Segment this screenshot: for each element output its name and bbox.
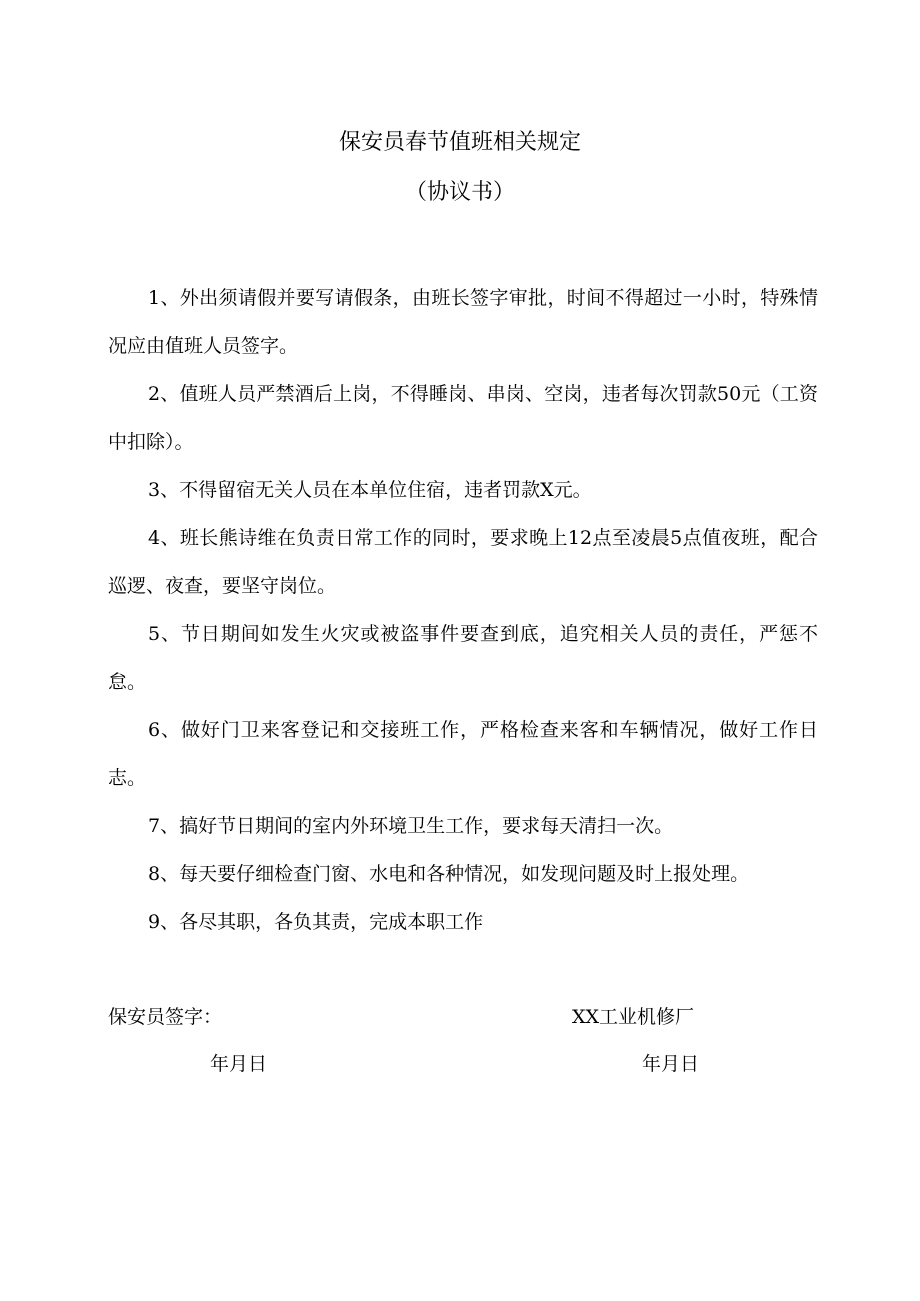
document-title: 保安员春节值班相关规定 bbox=[338, 130, 581, 155]
clause-9: 9、各尽其职，各负其责，完成本职工作 bbox=[148, 911, 484, 933]
company-signature-date: 年月日 bbox=[642, 1053, 700, 1075]
clause-4: 4、班长熊诗维在负责日常工作的同时，要求晚上12点至凌晨5点值夜班，配合巡逻、夜查，要坚守岗位。 bbox=[108, 527, 818, 597]
clause-7: 7、搞好节日期间的室内外环境卫生工作，要求每天清扫一次。 bbox=[148, 815, 674, 837]
clause-list bbox=[108, 274, 818, 946]
company-name: XX工业机修厂 bbox=[572, 1006, 695, 1028]
clause-1: 1、外出须请假并要写请假条，由班长签字审批，时间不得超过一小时，特殊情况应由值班人员签字。 bbox=[108, 287, 818, 357]
clause-6: 6、做好门卫来客登记和交接班工作，严格检查来客和车辆情况，做好工作日志。 bbox=[108, 719, 818, 789]
guard-signature-label: 保安员签字： bbox=[108, 1006, 223, 1028]
document-subtitle: （协议书） bbox=[404, 180, 515, 205]
clause-8: 8、每天要仔细检查门窗、水电和各种情况，如发现问题及时上报处理。 bbox=[148, 863, 750, 885]
clause-3: 3、不得留宿无关人员在本单位住宿，违者罚款X元。 bbox=[148, 479, 592, 501]
clause-5: 5、节日期间如发生火灾或被盗事件要查到底，追究相关人员的责任，严惩不怠。 bbox=[108, 623, 818, 693]
guard-signature-date: 年月日 bbox=[210, 1053, 268, 1075]
clause-2: 2、值班人员严禁酒后上岗，不得睡岗、串岗、空岗，违者每次罚款50元（工资中扣除）。 bbox=[108, 383, 818, 453]
